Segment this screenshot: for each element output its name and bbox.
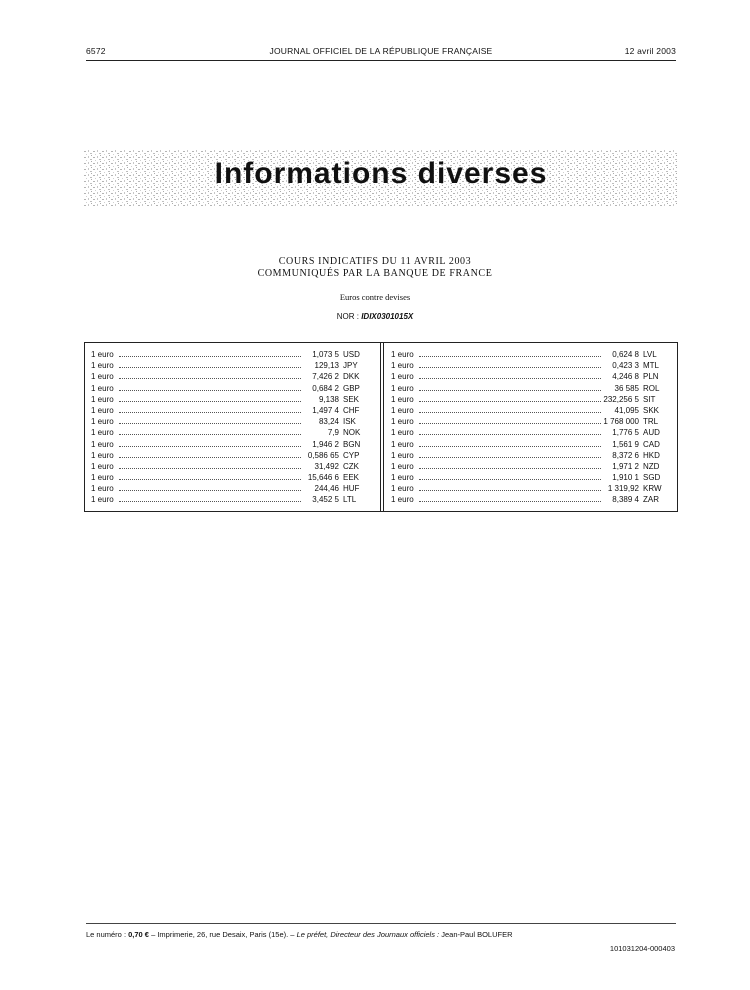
rate-label: 1 euro (391, 484, 414, 494)
nor-label: NOR : (336, 312, 359, 321)
director-name: Jean-Paul BOLUFER (441, 930, 513, 939)
leader-dots (119, 356, 301, 357)
rate-label: 1 euro (391, 394, 414, 404)
leader-dots (419, 367, 601, 368)
rate-row (91, 360, 369, 371)
rate-label: 1 euro (391, 461, 414, 471)
currency-code: HKD (643, 450, 660, 460)
notice-subtitle: Euros contre devises (339, 292, 411, 302)
rate-label: 1 euro (391, 372, 414, 382)
leader-dots (419, 434, 601, 435)
currency-code: KRW (643, 484, 662, 494)
rate-value: 0,586 65 (307, 450, 339, 460)
rate-row (91, 483, 369, 494)
rate-row (91, 416, 369, 427)
rate-row (391, 472, 669, 483)
currency-code: ISK (343, 417, 356, 427)
rate-value: 9,138 (318, 394, 339, 404)
rate-value: 244,46 (314, 484, 339, 494)
rate-label: 1 euro (91, 383, 114, 393)
rate-value: 232,256 5 (603, 394, 639, 404)
currency-code: NOK (343, 428, 361, 438)
leader-dots (119, 479, 301, 480)
rate-label: 1 euro (91, 350, 114, 359)
currency-code: SGD (643, 473, 661, 483)
column-divider (380, 343, 384, 511)
rate-label: 1 euro (91, 428, 114, 438)
currency-code: SIT (643, 394, 656, 404)
rate-row (91, 494, 369, 505)
currency-code: SKK (643, 405, 660, 415)
rate-value: 1 768 000 (603, 417, 639, 427)
rate-row (391, 483, 669, 494)
currency-code: JPY (343, 361, 358, 371)
notice-title-line2: COMMUNIQUÉS PAR LA BANQUE DE FRANCE (257, 268, 493, 279)
rate-row (91, 371, 369, 382)
leader-dots (119, 446, 301, 447)
rate-row (391, 383, 669, 394)
currency-code: BGN (343, 439, 361, 449)
currency-code: DKK (343, 372, 360, 382)
leader-dots (419, 390, 601, 391)
rate-row (391, 371, 669, 382)
rate-label: 1 euro (91, 417, 114, 427)
rate-value: 1,497 4 (312, 405, 339, 415)
rate-label: 1 euro (391, 428, 414, 438)
rate-value: 8,389 4 (612, 495, 639, 505)
currency-code: CZK (343, 461, 359, 471)
rate-row (391, 405, 669, 416)
leader-dots (119, 390, 301, 391)
leader-dots (119, 457, 301, 458)
nor-reference (0, 312, 750, 321)
leader-dots (119, 401, 301, 402)
rate-value: 3,452 5 (312, 495, 339, 505)
rate-label: 1 euro (91, 484, 114, 494)
leader-dots (419, 501, 601, 502)
rate-label: 1 euro (391, 473, 414, 483)
rate-value: 1,946 2 (312, 439, 339, 449)
rate-row (391, 416, 669, 427)
rate-label: 1 euro (391, 350, 414, 359)
journal-title: JOURNAL OFFICIEL DE LA RÉPUBLIQUE FRANÇAISE (269, 46, 493, 56)
rate-label: 1 euro (391, 495, 414, 505)
rate-value: 129,13 (314, 361, 339, 371)
rate-value: 15,646 6 (307, 473, 339, 483)
rate-row (91, 472, 369, 483)
notice-title-line1: COURS INDICATIFS DU 11 AVRIL 2003 (278, 256, 472, 267)
rate-row (391, 439, 669, 450)
rate-value: 8,372 6 (612, 450, 639, 460)
currency-code: PLN (643, 372, 659, 382)
leader-dots (419, 490, 601, 491)
leader-dots (419, 468, 601, 469)
currency-code: CYP (343, 450, 360, 460)
notice-title (0, 256, 750, 280)
rates-column-right (391, 349, 669, 506)
header-rule (86, 60, 676, 61)
rate-row (91, 450, 369, 461)
leader-dots (419, 446, 601, 447)
price: 0,70 € (128, 930, 149, 939)
rate-row (391, 349, 669, 360)
currency-code: ROL (643, 383, 660, 393)
footer-rule (86, 923, 676, 924)
rate-row (391, 450, 669, 461)
currency-code: GBP (343, 383, 360, 393)
leader-dots (119, 501, 301, 502)
currency-code: ZAR (643, 495, 659, 505)
issue-date: 12 avril 2003 (624, 46, 676, 56)
rate-label: 1 euro (391, 361, 414, 371)
rate-row (391, 394, 669, 405)
currency-code: LVL (643, 350, 657, 359)
rate-row (91, 461, 369, 472)
leader-dots (419, 423, 601, 424)
currency-code: CAD (643, 439, 660, 449)
leader-dots (419, 457, 601, 458)
currency-code: NZD (643, 461, 660, 471)
rate-label: 1 euro (91, 405, 114, 415)
rate-value: 1,073 5 (312, 350, 339, 359)
currency-code: USD (343, 350, 360, 359)
leader-dots (119, 412, 301, 413)
leader-dots (419, 412, 601, 413)
currency-code: SEK (343, 394, 360, 404)
rate-value: 1 319,92 (607, 484, 639, 494)
rate-row (391, 360, 669, 371)
page-header (86, 46, 676, 60)
rate-value: 1,561 9 (612, 439, 639, 449)
currency-code: TRL (643, 417, 659, 427)
currency-code: AUD (643, 428, 660, 438)
rate-row (391, 461, 669, 472)
rate-label: 1 euro (391, 383, 414, 393)
rate-row (91, 405, 369, 416)
rate-value: 7,9 (327, 428, 339, 438)
currency-code: EEK (343, 473, 360, 483)
rate-value: 41,095 (614, 405, 639, 415)
rate-label: 1 euro (91, 439, 114, 449)
leader-dots (419, 356, 601, 357)
rate-value: 1,971 2 (612, 461, 639, 471)
printer-info: – Imprimerie, 26, rue Desaix, Paris (15e). – (151, 930, 295, 939)
print-reference: 101031204-000403 (609, 944, 675, 953)
price-label: Le numéro : (86, 930, 127, 939)
rate-label: 1 euro (91, 394, 114, 404)
rate-label: 1 euro (91, 450, 114, 460)
rate-label: 1 euro (91, 473, 114, 483)
section-banner (84, 150, 678, 206)
rate-row (391, 494, 669, 505)
rate-value: 7,426 2 (312, 372, 339, 382)
rate-label: 1 euro (91, 361, 114, 371)
leader-dots (119, 434, 301, 435)
leader-dots (419, 378, 601, 379)
rate-label: 1 euro (91, 495, 114, 505)
rate-value: 36 585 (614, 383, 639, 393)
nor-code: IDIX0301015X (361, 312, 414, 321)
currency-code: LTL (343, 495, 357, 505)
leader-dots (419, 401, 601, 402)
rate-label: 1 euro (391, 417, 414, 427)
rate-row (91, 439, 369, 450)
rate-label: 1 euro (391, 405, 414, 415)
rate-value: 83,24 (318, 417, 339, 427)
rate-value: 0,423 3 (612, 361, 639, 371)
rate-value: 4,246 8 (612, 372, 639, 382)
rate-value: 0,684 2 (312, 383, 339, 393)
leader-dots (119, 423, 301, 424)
currency-code: CHF (343, 405, 360, 415)
exchange-rates-table (84, 342, 678, 512)
rate-value: 1,910 1 (612, 473, 639, 483)
rate-row (91, 427, 369, 438)
rate-row (391, 427, 669, 438)
rate-row (91, 394, 369, 405)
rate-label: 1 euro (91, 372, 114, 382)
footer-line (86, 930, 676, 939)
rate-label: 1 euro (391, 450, 414, 460)
director-title: Le préfet, Directeur des Journaux officiels : (296, 930, 440, 939)
rate-row (91, 383, 369, 394)
leader-dots (119, 468, 301, 469)
currency-code: HUF (343, 484, 360, 494)
leader-dots (419, 479, 601, 480)
rate-value: 1,776 5 (612, 428, 639, 438)
rate-label: 1 euro (391, 439, 414, 449)
leader-dots (119, 490, 301, 491)
leader-dots (119, 378, 301, 379)
rate-label: 1 euro (91, 461, 114, 471)
section-title: Informations diverses (214, 157, 548, 190)
rate-value: 31,492 (314, 461, 339, 471)
page-number: 6572 (86, 46, 106, 56)
rate-value: 0,624 8 (612, 350, 639, 359)
rate-row (91, 349, 369, 360)
currency-code: MTL (643, 361, 659, 371)
rates-column-left (91, 349, 369, 506)
leader-dots (119, 367, 301, 368)
